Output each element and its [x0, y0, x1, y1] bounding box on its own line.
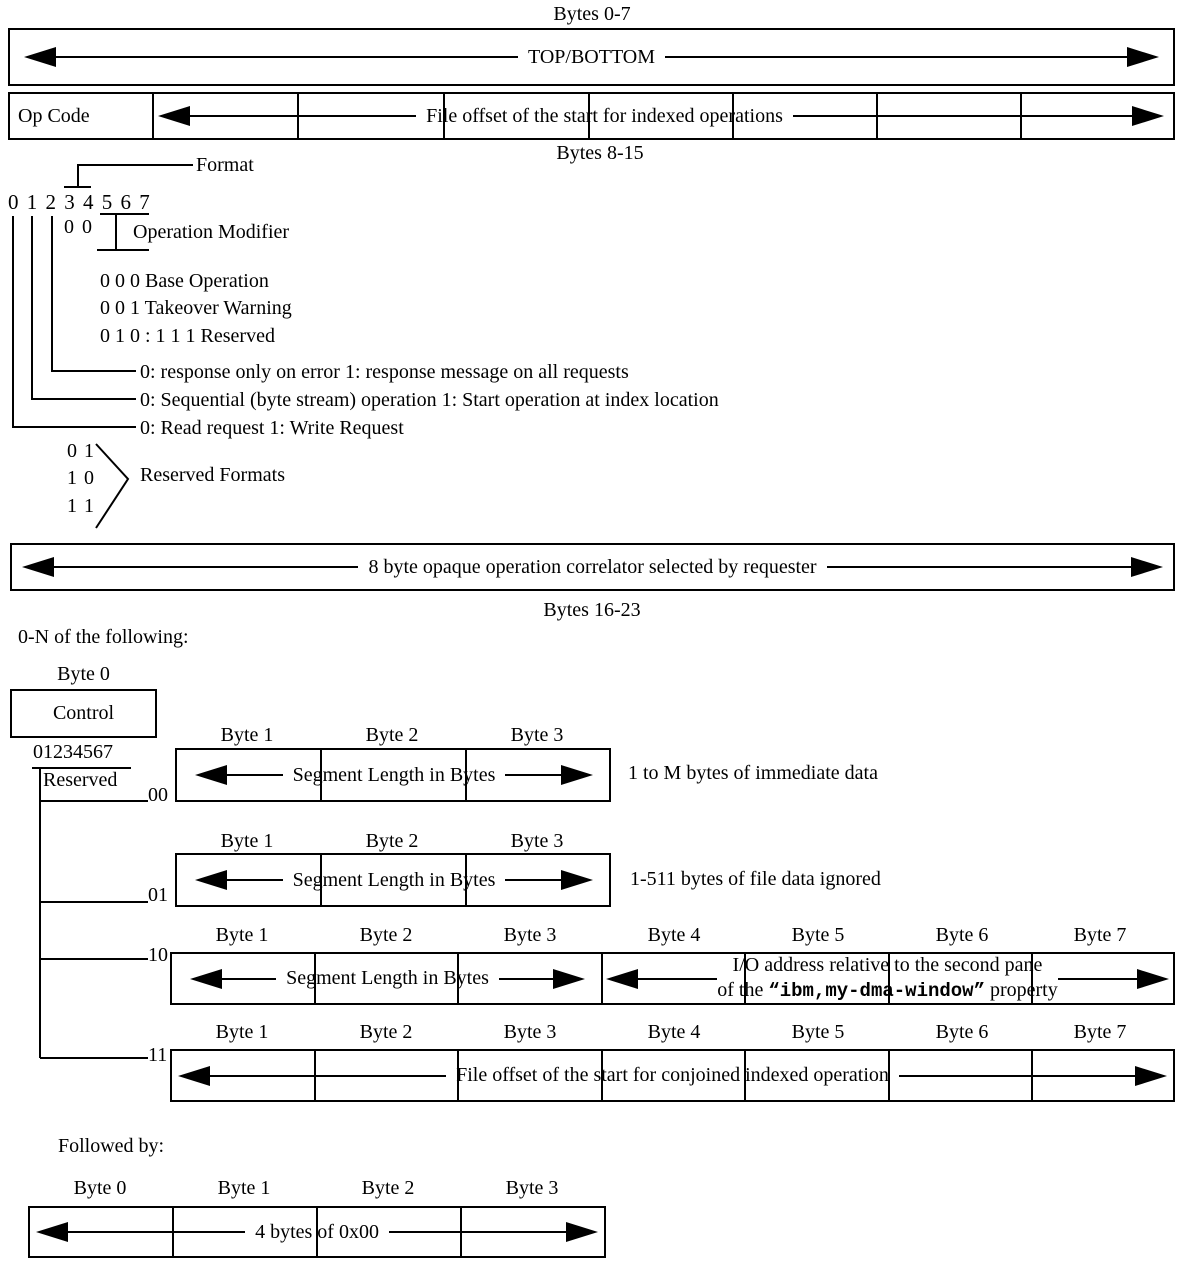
- branch00-arrow-label: Segment Length in Bytes: [292, 763, 496, 786]
- byte-header: Byte 2: [361, 1177, 415, 1199]
- byte-header: Byte 1: [217, 1177, 271, 1199]
- branch01-length-arrow: [195, 853, 593, 907]
- bytes-8-15-label: Bytes 8-15: [556, 142, 644, 164]
- branch01-note: 1-511 bytes of file data ignored: [630, 868, 881, 890]
- file-offset-arrow-label: File offset of the start for indexed operations: [426, 104, 783, 127]
- control-reserved-label: Reserved: [43, 769, 118, 791]
- bytes-0-7-label: Bytes 0-7: [553, 3, 631, 25]
- branch00-note: 1 to M bytes of immediate data: [628, 762, 878, 784]
- byte-header: Byte 6: [935, 924, 989, 946]
- operation-modifier-label: Operation Modifier: [133, 221, 290, 243]
- file-offset-arrow: [158, 92, 1164, 140]
- reserved-formats-bracket: [96, 444, 128, 528]
- branch01-code: 01: [148, 884, 168, 906]
- arrow-left-icon: [24, 47, 56, 67]
- byte-header: Byte 1: [220, 830, 274, 852]
- byte-header: Byte 1: [220, 724, 274, 746]
- byte-header: Byte 3: [510, 724, 564, 746]
- io-address-line2: of the “ibm,my-dma-window” property: [717, 979, 1058, 1002]
- arrow-right-icon: [566, 1222, 598, 1242]
- modifier-value: 0 1 0 : 1 1 1 Reserved: [100, 325, 275, 347]
- correlator-arrow: [22, 543, 1163, 591]
- bit0-meaning: 0: Read request 1: Write Request: [140, 417, 404, 439]
- footer-arrow-label: 4 bytes of 0x00: [255, 1220, 379, 1243]
- branch10-code: 10: [148, 944, 168, 966]
- branch01-arrow-label: Segment Length in Bytes: [292, 868, 496, 891]
- bytes-16-23-label: Bytes 16-23: [543, 599, 641, 621]
- byte-header: Byte 0: [73, 1177, 127, 1199]
- opcode-cell-label: Op Code: [18, 105, 90, 127]
- branch00-length-arrow: [195, 748, 593, 802]
- byte-header: Byte 1: [215, 924, 269, 946]
- byte-header: Byte 2: [359, 1021, 413, 1043]
- reserved-format-value: 1 1: [67, 495, 94, 517]
- arrow-left-icon: [22, 557, 54, 577]
- byte-header: Byte 7: [1073, 924, 1127, 946]
- branch11-code: 11: [148, 1044, 168, 1066]
- cell-divider: [152, 94, 154, 138]
- io-address-text: [717, 953, 1058, 1004]
- bit1-meaning: 0: Sequential (byte stream) operation 1: Start operation at index location: [140, 389, 719, 411]
- io-address-line1: I/O address relative to the second pane: [732, 954, 1043, 976]
- arrow-left-icon: [195, 870, 227, 890]
- byte-header: Byte 3: [505, 1177, 559, 1199]
- arrow-right-icon: [1132, 106, 1164, 126]
- byte-header: Byte 5: [791, 1021, 845, 1043]
- byte-header: Byte 1: [215, 1021, 269, 1043]
- arrow-right-icon: [1127, 47, 1159, 67]
- arrow-left-icon: [178, 1066, 210, 1086]
- modifier-value: 0 0 0 Base Operation: [100, 270, 269, 292]
- dma-window-property: “ibm,my-dma-window”: [768, 980, 985, 1002]
- byte-header: Byte 3: [503, 1021, 557, 1043]
- branch10-length-arrow: [190, 952, 585, 1005]
- branch10-arrow-label: Segment Length in Bytes: [286, 967, 489, 989]
- top-bottom-arrow-label: TOP/BOTTOM: [527, 45, 656, 68]
- arrow-right-icon: [561, 765, 593, 785]
- format-label: Format: [196, 154, 254, 176]
- arrow-left-icon: [158, 106, 190, 126]
- control-byte0-header: Byte 0: [57, 663, 110, 685]
- bit-numbers: 0 1 2 3 4 5 6 7: [8, 190, 150, 214]
- byte-header: Byte 3: [510, 830, 564, 852]
- byte-header: Byte 3: [503, 924, 557, 946]
- arrow-left-icon: [190, 969, 222, 989]
- reserved-formats-label: Reserved Formats: [140, 464, 285, 486]
- byte-header: Byte 2: [365, 724, 419, 746]
- cell-divider: [601, 954, 603, 1003]
- arrow-right-icon: [561, 870, 593, 890]
- bit2-stem: [52, 216, 136, 371]
- branch11-arrow-label: File offset of the start for conjoined indexed operation: [456, 1064, 889, 1086]
- control-label: Control: [52, 702, 115, 724]
- segments-intro: 0-N of the following:: [18, 626, 189, 648]
- branch10-io-arrow: [606, 952, 1169, 1005]
- byte-header: Byte 4: [647, 1021, 701, 1043]
- arrow-right-icon: [1131, 557, 1163, 577]
- byte-header: Byte 2: [359, 924, 413, 946]
- byte-header: Byte 4: [647, 924, 701, 946]
- modifier-value: 0 0 1 Takeover Warning: [100, 297, 292, 319]
- byte-header: Byte 5: [791, 924, 845, 946]
- bit2-meaning: 0: response only on error 1: response message on all requests: [140, 361, 629, 383]
- control-bit-numbers: 01234567: [33, 741, 113, 763]
- arrow-left-icon: [606, 969, 638, 989]
- format-value: 0 0: [64, 216, 92, 238]
- top-bottom-arrow: [24, 28, 1159, 86]
- arrow-left-icon: [36, 1222, 68, 1242]
- byte-header: Byte 2: [365, 830, 419, 852]
- arrow-right-icon: [1137, 969, 1169, 989]
- reserved-format-value: 1 0: [67, 467, 94, 489]
- arrow-left-icon: [195, 765, 227, 785]
- branch00-code: 00: [148, 784, 168, 806]
- footer-arrow: [36, 1206, 598, 1258]
- byte-header: Byte 6: [935, 1021, 989, 1043]
- followed-by-label: Followed by:: [58, 1135, 165, 1157]
- format-bracket-line: [78, 165, 193, 187]
- arrow-right-icon: [553, 969, 585, 989]
- byte-header: Byte 7: [1073, 1021, 1127, 1043]
- branch11-offset-arrow: [178, 1049, 1167, 1102]
- reserved-format-value: 0 1: [67, 440, 94, 462]
- arrow-right-icon: [1135, 1066, 1167, 1086]
- correlator-arrow-label: 8 byte opaque operation correlator selected by requester: [368, 555, 817, 578]
